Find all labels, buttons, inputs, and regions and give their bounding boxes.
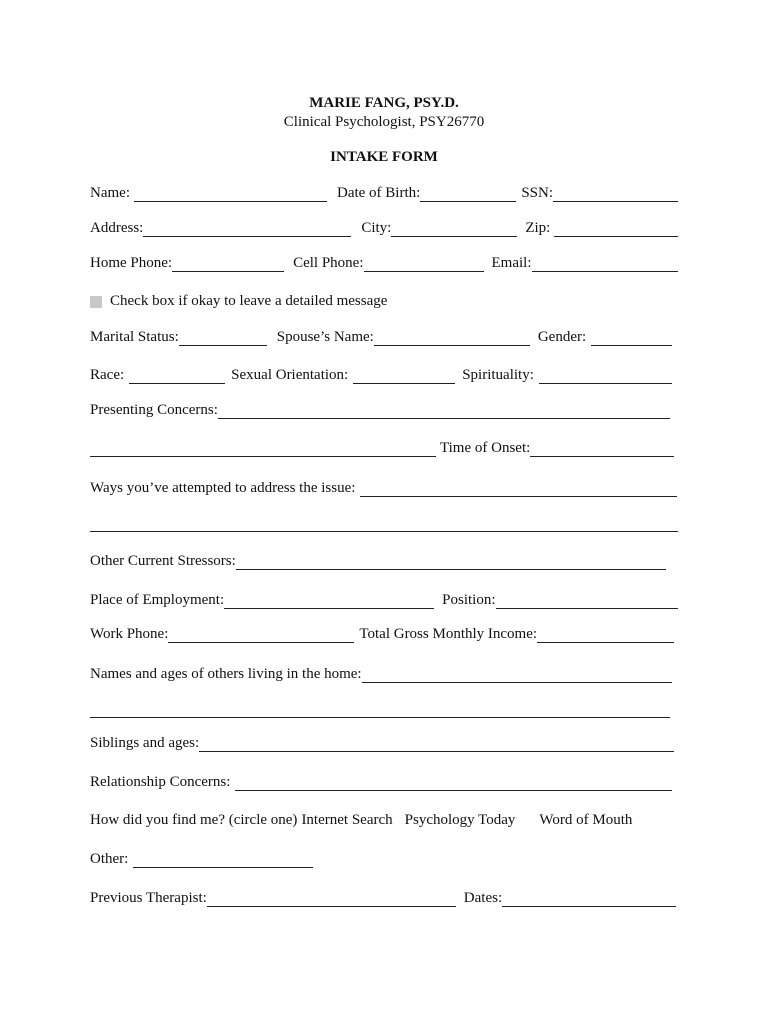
row-employment-position <box>90 592 678 609</box>
time-of-onset-field[interactable] <box>530 443 674 457</box>
row-time-of-onset <box>90 440 674 457</box>
sexual-orientation-field[interactable] <box>353 370 455 384</box>
home-phone-field[interactable] <box>172 258 284 272</box>
position-label: Position: <box>442 592 496 608</box>
race-field[interactable] <box>129 370 225 384</box>
row-address-city-zip <box>90 220 678 237</box>
work-phone-label: Work Phone: <box>90 626 169 642</box>
spouse-name-field[interactable] <box>374 332 530 346</box>
name-label: Name: <box>90 185 130 201</box>
presenting-concerns-field-2[interactable] <box>90 443 436 457</box>
other-stressors-label: Other Current Stressors: <box>90 553 236 569</box>
marital-status-field[interactable] <box>179 332 267 346</box>
names-ages-home-field[interactable] <box>362 669 672 683</box>
row-other <box>90 851 313 868</box>
spirituality-label: Spirituality: <box>462 367 534 383</box>
practitioner-credential: Clinical Psychologist, PSY26770 <box>283 114 485 130</box>
row-work-phone-income <box>90 626 674 643</box>
practitioner-name: MARIE FANG, PSY.D. <box>309 95 459 111</box>
presenting-concerns-label: Presenting Concerns: <box>90 402 218 418</box>
dates-field[interactable] <box>502 893 676 907</box>
option-word-of-mouth[interactable]: Word of Mouth <box>539 812 633 828</box>
row-other-stressors <box>90 553 666 570</box>
spirituality-field[interactable] <box>539 370 672 384</box>
row-ways-attempted <box>90 480 677 497</box>
ways-attempted-label: Ways you’ve attempted to address the issue: <box>90 480 356 496</box>
zip-field[interactable] <box>554 223 678 237</box>
ssn-field[interactable] <box>553 188 678 202</box>
email-field[interactable] <box>532 258 679 272</box>
ways-attempted-field[interactable] <box>360 483 677 497</box>
marital-status-label: Marital Status: <box>90 329 179 345</box>
dob-label: Date of Birth: <box>336 185 421 201</box>
other-label: Other: <box>90 851 129 867</box>
row-siblings <box>90 735 674 752</box>
previous-therapist-label: Previous Therapist: <box>90 890 207 906</box>
row-ways-attempted-2 <box>90 518 678 532</box>
row-message-checkbox <box>90 293 387 310</box>
spouse-name-label: Spouse’s Name: <box>276 329 374 345</box>
ssn-label: SSN: <box>521 185 553 201</box>
zip-label: Zip: <box>525 220 551 236</box>
place-of-employment-field[interactable] <box>224 595 434 609</box>
address-field[interactable] <box>143 223 351 237</box>
name-field[interactable] <box>134 188 327 202</box>
row-how-find <box>90 812 632 829</box>
relationship-concerns-field[interactable] <box>235 777 672 791</box>
previous-therapist-field[interactable] <box>207 893 456 907</box>
gender-field[interactable] <box>591 332 672 346</box>
position-field[interactable] <box>496 595 679 609</box>
row-race-orientation-spirituality <box>90 367 672 384</box>
other-field[interactable] <box>133 854 313 868</box>
row-names-ages-home-2 <box>90 704 670 718</box>
race-label: Race: <box>90 367 125 383</box>
siblings-field[interactable] <box>199 738 674 752</box>
dob-field[interactable] <box>420 188 516 202</box>
row-phones-email <box>90 255 678 272</box>
place-of-employment-label: Place of Employment: <box>90 592 225 608</box>
dates-label: Dates: <box>463 890 503 906</box>
option-psychology-today[interactable]: Psychology Today <box>404 812 516 828</box>
leave-message-checkbox[interactable] <box>90 296 102 308</box>
email-label: Email: <box>491 255 532 271</box>
home-phone-label: Home Phone: <box>90 255 173 271</box>
leave-message-label: Check box if okay to leave a detailed message <box>110 293 388 309</box>
row-marital-spouse-gender <box>90 329 672 346</box>
names-ages-home-label: Names and ages of others living in the home: <box>90 666 362 682</box>
work-phone-field[interactable] <box>168 629 354 643</box>
presenting-concerns-field[interactable] <box>218 405 670 419</box>
row-name-dob-ssn <box>90 185 678 202</box>
time-of-onset-label: Time of Onset: <box>440 440 531 456</box>
gender-label: Gender: <box>537 329 587 345</box>
how-find-label: How did you find me? (circle one) <box>90 812 298 828</box>
cell-phone-field[interactable] <box>364 258 484 272</box>
relationship-concerns-label: Relationship Concerns: <box>90 774 231 790</box>
ways-attempted-field-2[interactable] <box>90 518 678 532</box>
total-income-label: Total Gross Monthly Income: <box>359 626 538 642</box>
city-field[interactable] <box>391 223 517 237</box>
form-title: INTAKE FORM <box>330 149 438 165</box>
row-previous-therapist <box>90 890 676 907</box>
total-income-field[interactable] <box>537 629 674 643</box>
row-names-ages-home <box>90 666 672 683</box>
cell-phone-label: Cell Phone: <box>293 255 364 271</box>
option-internet-search[interactable]: Internet Search <box>301 812 393 828</box>
row-presenting-concerns <box>90 402 670 419</box>
other-stressors-field[interactable] <box>236 556 666 570</box>
row-relationship-concerns <box>90 774 672 791</box>
city-label: City: <box>361 220 392 236</box>
address-label: Address: <box>90 220 144 236</box>
names-ages-home-field-2[interactable] <box>90 704 670 718</box>
siblings-label: Siblings and ages: <box>90 735 200 751</box>
sexual-orientation-label: Sexual Orientation: <box>231 367 349 383</box>
